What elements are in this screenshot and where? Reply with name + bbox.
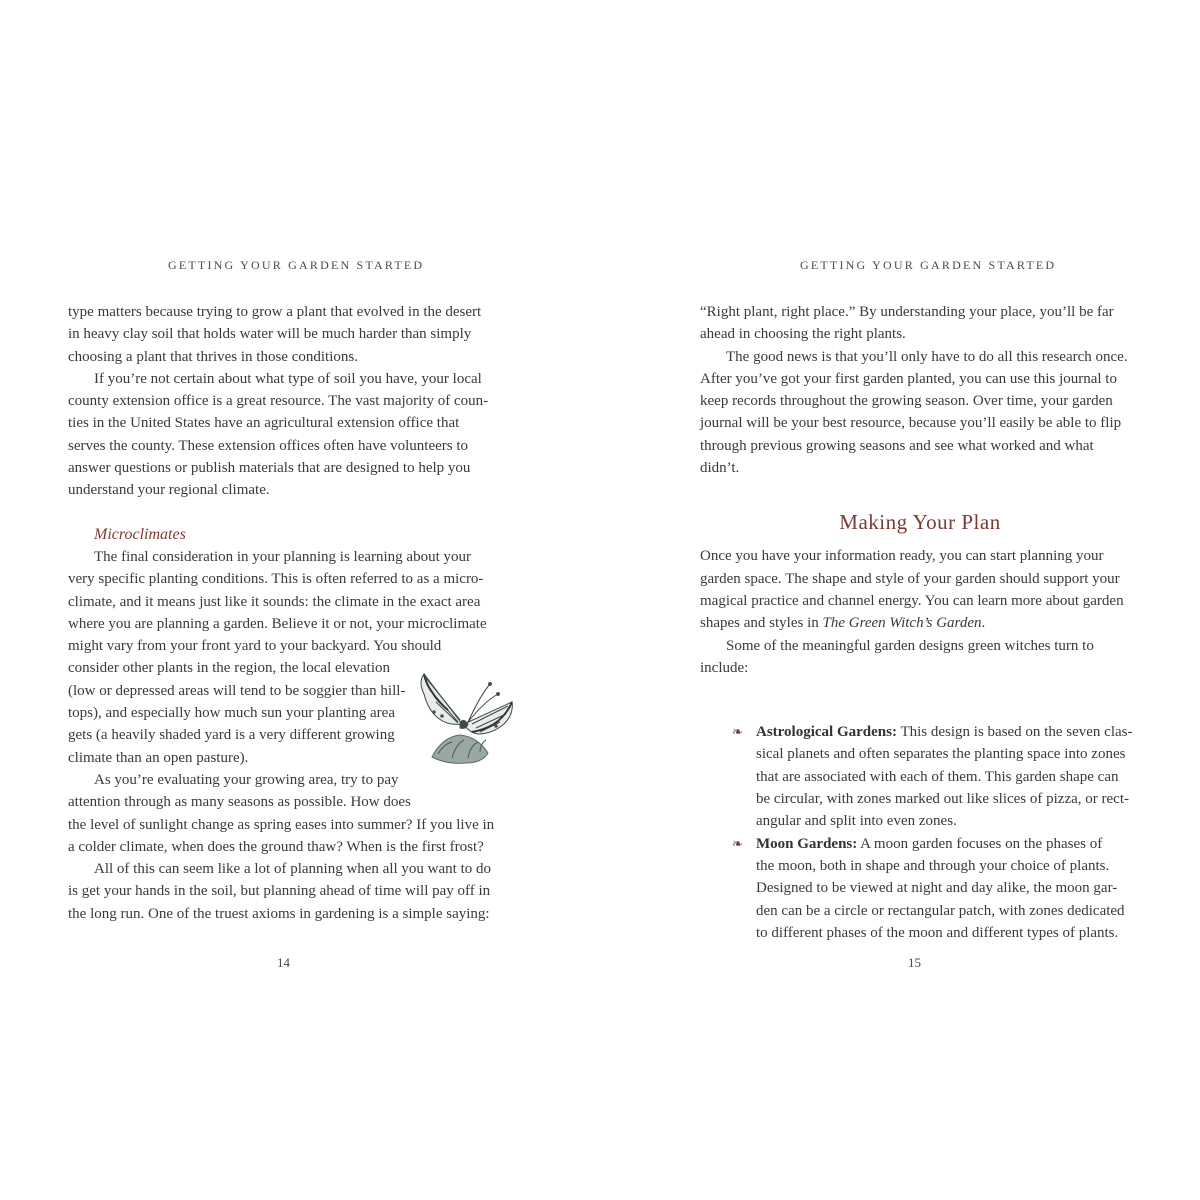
paragraph-3 [700, 545, 1140, 634]
paragraph-4 [700, 635, 1140, 680]
text-line: As you’re evaluating your growing area, try to pay [94, 771, 399, 788]
text-line: might vary from your front yard to your backyard. You should [68, 638, 442, 655]
text-line: serves the county. These extension offices often have volunteers to [68, 437, 469, 454]
text-line: choosing a plant that thrives in those conditions. [68, 348, 358, 365]
list-item [732, 833, 1140, 944]
text-line: All of this can seem like a lot of planning when all you want to do [94, 861, 492, 878]
text-line: type matters because trying to grow a plant that evolved in the desert [68, 304, 482, 320]
text-line: The final consideration in your planning is learning about your [94, 548, 471, 565]
text-line: Once you have your information ready, you can start planning your [700, 548, 1104, 565]
right-page [600, 0, 1200, 1200]
text-line: the moon, both in shape and through your choice of plants. [756, 857, 1110, 874]
garden-designs-list [700, 721, 1140, 944]
paragraph-2 [68, 368, 508, 502]
text-line: ties in the United States have an agricultural extension office that [68, 415, 460, 432]
text-line: Designed to be viewed at night and day alike, the moon gar- [756, 880, 1118, 897]
text-line: journal will be your best resource, because you’ll easily be able to flip [700, 415, 1122, 432]
text-line [756, 721, 1140, 743]
list-item-term: Astrological Gardens: [756, 724, 897, 741]
text-line: garden space. The shape and style of your garden should support your [700, 570, 1120, 587]
text-line: If you’re not certain about what type of soil you have, your local [94, 370, 482, 387]
text-line: answer questions or publish materials that are designed to help you [68, 460, 471, 477]
text-line: didn’t. [700, 460, 740, 477]
text-line: the long run. One of the truest axioms in gardening is a simple saying: [68, 905, 490, 922]
text-line: climate than an open pasture). [68, 749, 249, 766]
text-line: be circular, with zones marked out like slices of pizza, or rect- [756, 791, 1129, 808]
fleuron-bullet-icon: ❧ [732, 724, 743, 740]
text-line: Some of the meaningful garden designs green witches turn to [726, 637, 1094, 654]
text-line: gets (a heavily shaded yard is a very different growing [68, 727, 395, 744]
list-item [732, 721, 1140, 832]
text-line: tops), and especially how much sun your planting area [68, 705, 395, 722]
text-line: to different phases of the moon and different types of plants. [756, 924, 1119, 941]
text-line: (low or depressed areas will tend to be soggier than hill- [68, 682, 406, 699]
paragraph-5 [68, 858, 508, 925]
text-line: very specific planting conditions. This is often referred to as a micro- [68, 571, 484, 588]
text-fragment: A moon garden focuses on the phases of [857, 835, 1103, 852]
text-line: county extension office is a great resource. The vast majority of coun- [68, 393, 489, 410]
subhead-microclimates: Microclimates [94, 525, 186, 543]
text-line: keep records throughout the growing season. Over time, your garden [700, 393, 1113, 410]
text-line: consider other plants in the region, the local elevation [68, 660, 390, 677]
running-head: GETTING YOUR GARDEN STARTED [800, 258, 1057, 272]
paragraph-1 [68, 301, 508, 368]
text-line: The good news is that you’ll only have to do all this research once. [726, 348, 1128, 365]
text-line: through previous growing seasons and see what worked and what [700, 437, 1094, 454]
text-line: understand your regional climate. [68, 482, 270, 499]
left-text-block [68, 301, 508, 925]
text-line: After you’ve got your first garden planted, you can use this journal to [700, 370, 1117, 387]
text-line: is get your hands in the soil, but planning ahead of time will pay off in [68, 883, 491, 900]
list-item-term: Moon Gardens: [756, 835, 858, 852]
page-number: 14 [277, 955, 290, 970]
text-line: sical planets and often separates the planting space into zones [756, 746, 1126, 763]
paragraph-2 [700, 346, 1140, 480]
text-fragment: . [981, 615, 986, 632]
page-number: 15 [908, 955, 921, 970]
fleuron-bullet-icon: ❧ [732, 835, 743, 851]
paragraph-1 [700, 301, 1140, 346]
text-line [700, 612, 1140, 634]
text-line: angular and split into even zones. [756, 813, 957, 830]
text-line: “Right plant, right place.” By understanding your place, you’ll be far [700, 304, 1114, 320]
text-line: attention through as many seasons as possible. How does [68, 794, 411, 811]
text-line: a colder climate, when does the ground thaw? When is the first frost? [68, 838, 484, 855]
text-line: that are associated with each of them. This garden shape can [756, 768, 1119, 785]
text-line [756, 833, 1140, 855]
text-line: magical practice and channel energy. You can learn more about garden [700, 592, 1124, 609]
running-head: GETTING YOUR GARDEN STARTED [168, 258, 425, 272]
text-line: the level of sunlight change as spring eases into summer? If you live in [68, 816, 495, 833]
text-line: in heavy clay soil that holds water will be much harder than simply [68, 326, 472, 343]
butterfly-illustration-icon [412, 662, 522, 772]
book-title: The Green Witch’s Garden [822, 615, 982, 632]
text-fragment: This design is based on the seven clas- [896, 724, 1133, 741]
section-title: Making Your Plan [839, 510, 1001, 535]
text-line: ahead in choosing the right plants. [700, 326, 906, 343]
paragraph-4 [68, 769, 508, 858]
text-line: include: [700, 659, 749, 676]
text-fragment: shapes and styles in [700, 615, 823, 632]
right-text-block [700, 301, 1140, 944]
text-line: where you are planning a garden. Believe it or not, your microclimate [68, 615, 487, 632]
text-line: climate, and it means just like it sounds: the climate in the exact area [68, 593, 481, 610]
text-line: den can be a circle or rectangular patch, with zones dedicated [756, 902, 1125, 919]
